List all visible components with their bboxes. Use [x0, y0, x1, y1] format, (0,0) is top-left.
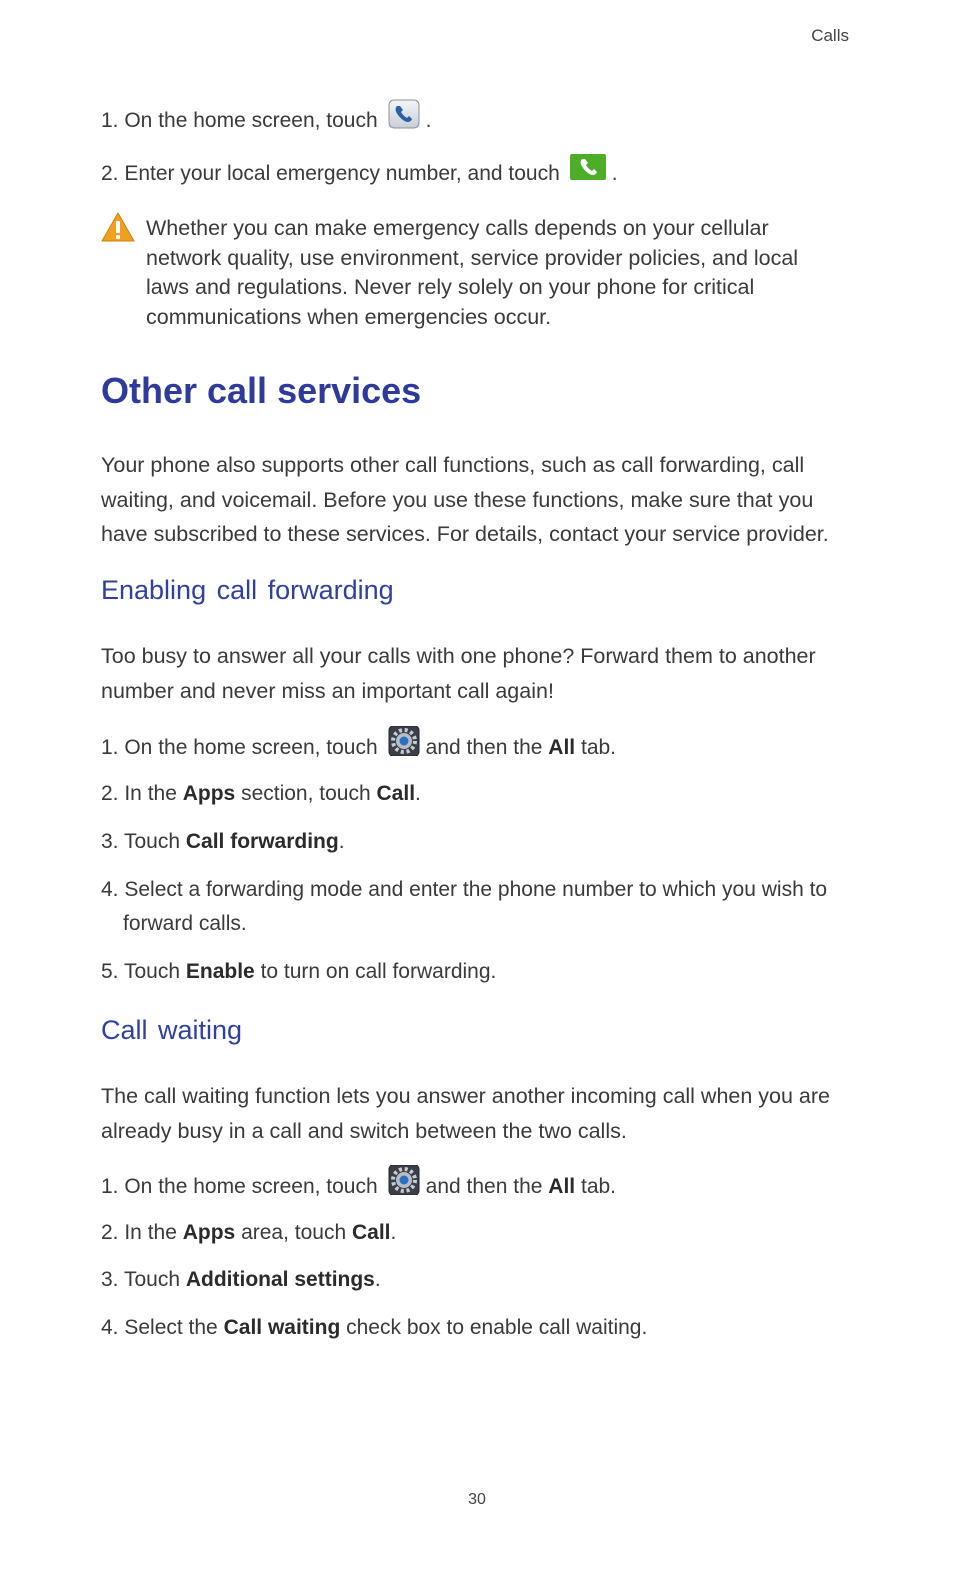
warning-text: Whether you can make emergency calls depends on your cellular network quality, use environment, service provider policies, and local laws and regulations. Never rely solely on your phone for critical communications when emergencies occur.: [146, 216, 799, 329]
settings-gear-icon: [388, 726, 420, 767]
intro-paragraph: Your phone also supports other call functions, such as call forwarding, call waiting, and voicemail. Before you use these functions, make sure that you have subscribed to these services. For details, contact your service provider.: [101, 453, 829, 546]
page-title: Other call services: [101, 370, 422, 411]
emergency-step-1: 1. On the home screen, touch .: [101, 101, 432, 142]
forwarding-step-4: 4. Select a forwarding mode and enter the phone number to which you wish to forward calls.: [101, 878, 828, 935]
waiting-step-4: 4. Select the Call waiting check box to enable call waiting.: [101, 1316, 648, 1339]
forwarding-step-3: 3. Touch Call forwarding.: [101, 830, 345, 853]
phone-app-icon: [388, 99, 420, 140]
waiting-heading: Call waiting: [101, 1015, 243, 1045]
dial-button-icon: [570, 154, 606, 191]
forwarding-step-1: 1. On the home screen, touch and then the All tab.: [101, 728, 616, 769]
step-text: 2. Enter your local emergency number, and touch: [101, 162, 560, 186]
waiting-step-1: 1. On the home screen, touch and then the All tab.: [101, 1167, 616, 1208]
warning-icon: [101, 212, 135, 247]
step-text: 1. On the home screen, touch: [101, 109, 378, 133]
waiting-step-3: 3. Touch Additional settings.: [101, 1268, 381, 1291]
forwarding-intro: Too busy to answer all your calls with one phone? Forward them to another number and never miss an important call again!: [101, 644, 816, 703]
running-header: Calls: [811, 26, 849, 45]
forwarding-step-2: 2. In the Apps section, touch Call.: [101, 782, 421, 805]
forwarding-heading: Enabling call forwarding: [101, 575, 394, 605]
waiting-step-2: 2. In the Apps area, touch Call.: [101, 1221, 397, 1244]
page-number: 30: [468, 1491, 486, 1508]
emergency-step-2: 2. Enter your local emergency number, and touch .: [101, 156, 618, 193]
forwarding-step-5: 5. Touch Enable to turn on call forwarding.: [101, 960, 497, 983]
waiting-intro: The call waiting function lets you answer another incoming call when you are already busy in a call and switch between the two calls.: [101, 1084, 831, 1143]
settings-gear-icon: [388, 1165, 420, 1206]
